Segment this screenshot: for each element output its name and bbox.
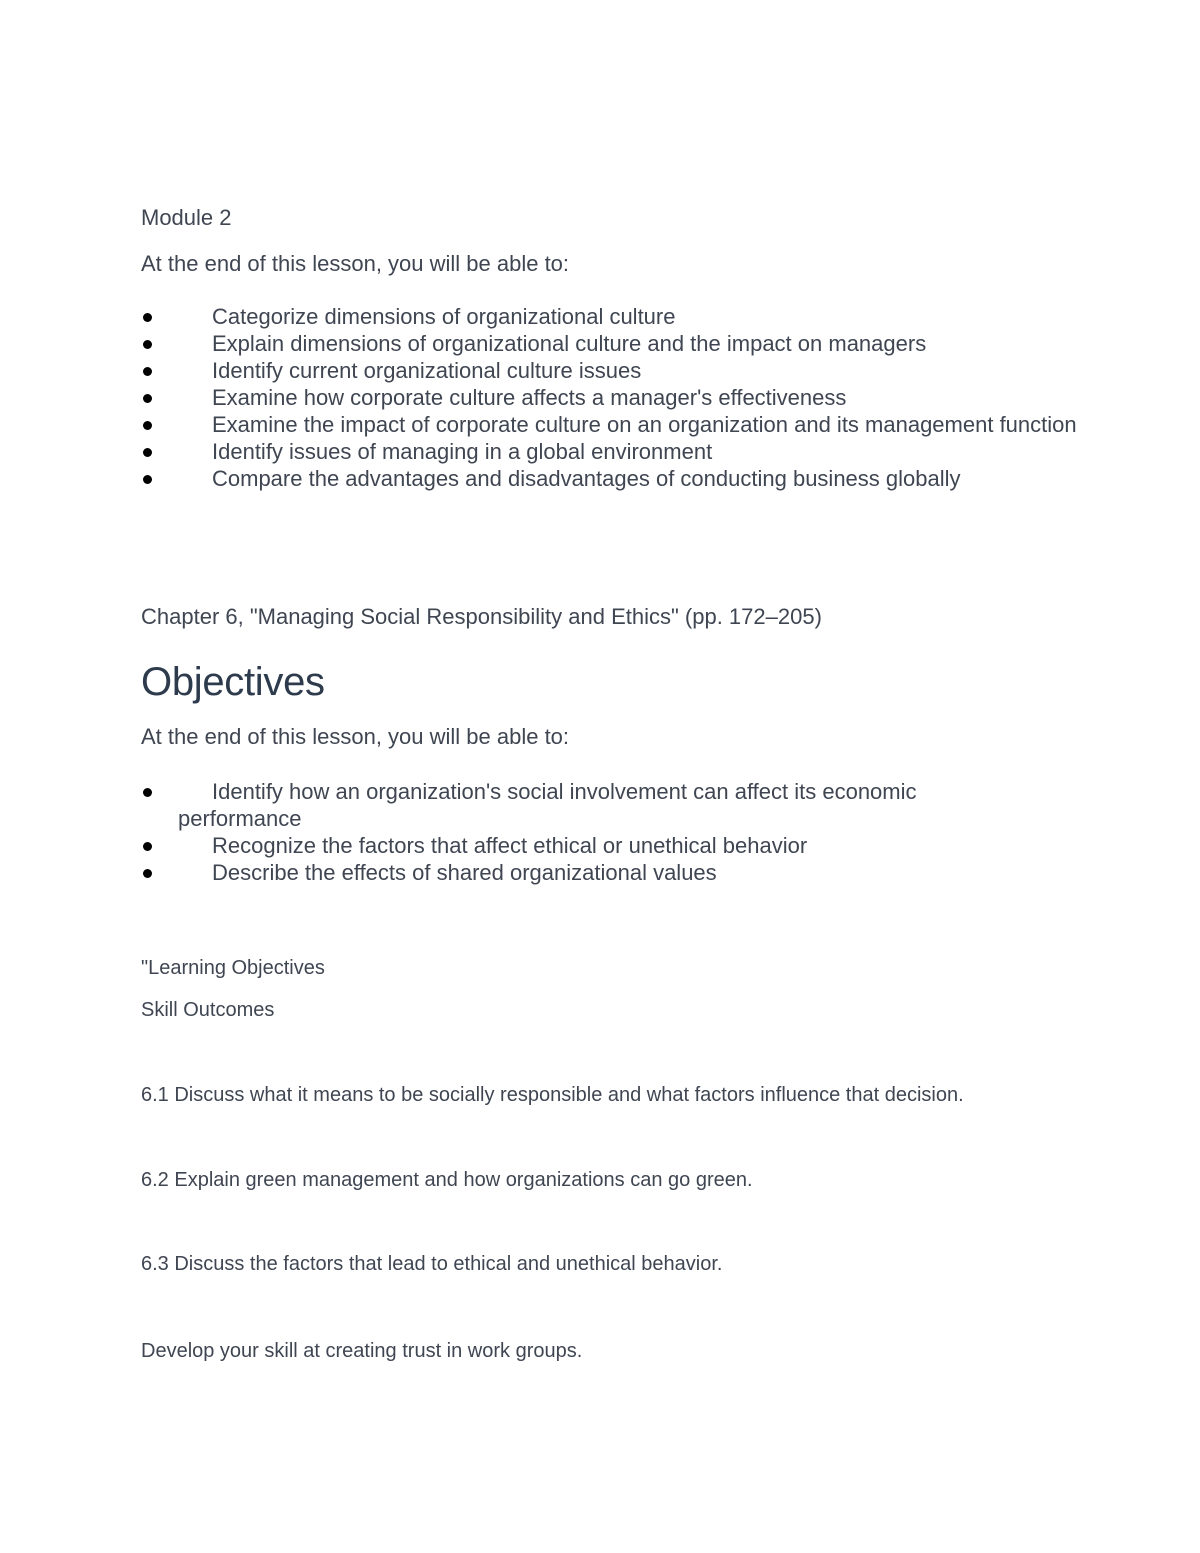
bullet-icon: [143, 788, 152, 797]
bullet-icon: [143, 869, 152, 878]
list-item: Identify issues of managing in a global environment: [141, 438, 1098, 465]
chapter-title: Chapter 6, "Managing Social Responsibility and Ethics" (pp. 172–205): [141, 604, 822, 629]
bullet-icon: [143, 448, 152, 457]
list-item: Explain dimensions of organizational culture and the impact on managers: [141, 330, 1098, 357]
list-item: Recognize the factors that affect ethical or unethical behavior: [141, 832, 978, 859]
list-item: Examine the impact of corporate culture on an organization and its management function: [141, 411, 1098, 438]
skill-development-line: Develop your skill at creating trust in work groups.: [141, 1340, 583, 1362]
outcome-6-3: 6.3 Discuss the factors that lead to ethical and unethical behavior.: [141, 1253, 723, 1275]
list-item: Compare the advantages and disadvantages of conducting business globally: [141, 465, 1098, 492]
list-item: Describe the effects of shared organizational values: [141, 859, 978, 886]
bullet-icon: [143, 313, 152, 322]
intro-text-1: At the end of this lesson, you will be able to:: [141, 251, 570, 276]
learning-objectives-label: "Learning Objectives: [141, 957, 325, 979]
bullet-icon: [143, 367, 152, 376]
list-item: Examine how corporate culture affects a manager's effectiveness: [141, 384, 1098, 411]
bullet-icon: [143, 842, 152, 851]
intro-text-2: At the end of this lesson, you will be able to:: [141, 724, 570, 749]
bullet-icon: [143, 475, 152, 484]
chapter-objectives-list: [141, 778, 978, 886]
bullet-icon: [143, 421, 152, 430]
module-title: Module 2: [141, 205, 232, 230]
outcome-6-2: 6.2 Explain green management and how organizations can go green.: [141, 1169, 753, 1191]
bullet-icon: [143, 340, 152, 349]
list-item: Categorize dimensions of organizational culture: [141, 303, 1098, 330]
objectives-heading: Objectives: [141, 660, 325, 704]
outcome-6-1: 6.1 Discuss what it means to be socially responsible and what factors influence that decision.: [141, 1084, 964, 1106]
module-objectives-list: [141, 303, 1098, 492]
list-item: Identify current organizational culture issues: [141, 357, 1098, 384]
bullet-icon: [143, 394, 152, 403]
list-item: Identify how an organization's social involvement can affect its economic performance: [141, 778, 978, 832]
skill-outcomes-label: Skill Outcomes: [141, 999, 275, 1021]
